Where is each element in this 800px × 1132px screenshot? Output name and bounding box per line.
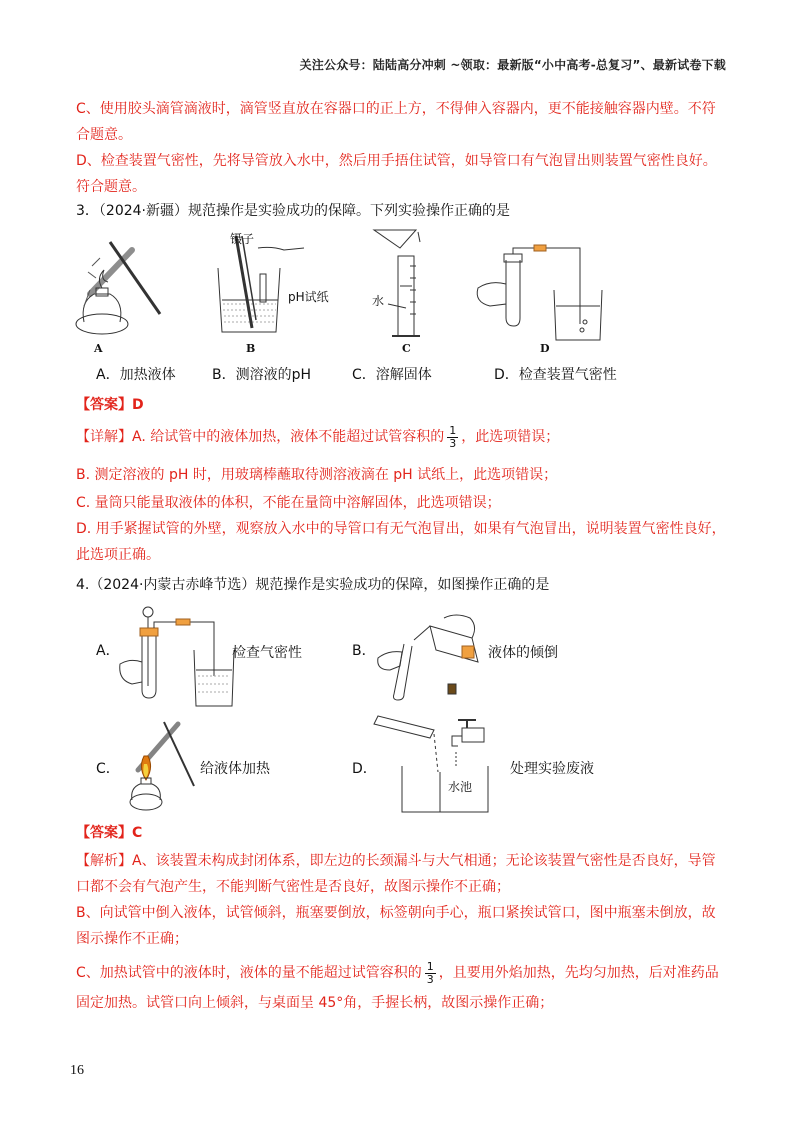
q3-stem: 3．（2024·新疆）规范操作是实验成功的保障。下列实验操作正确的是	[76, 203, 510, 219]
q4-figure-c	[120, 716, 200, 814]
q4-figure-d	[372, 712, 502, 816]
q4-caption-d: 处理实验废液	[510, 761, 594, 777]
q4-analysis-a: 【解析】A、该装置未构成封闭体系，即左边的长颈漏斗与大气相通；无论该装置气密性是否良好，导管口都不会有气泡产生，不能判断气密性是否良好，故图示操作不正确；	[76, 853, 716, 895]
q3-detail-a: 【详解】A. 给试管中的液体加热，液体不能超过试管容积的 $\frac{1}{3}$ ，此选项错误；	[76, 423, 560, 450]
q3-answer: 【答案】D	[76, 397, 144, 413]
q4-option-a-letter: A．	[96, 643, 120, 659]
q3-detail-b: B. 测定溶液的 pH 时，用玻璃棒蘸取待测溶液滴在 pH 试纸上，此选项错误；	[76, 467, 558, 483]
prev-option-d: D、检查装置气密性，先将导管放入水中，然后用手捂住试管，如导管口有气泡冒出则装置气密性良好。符合题意。	[76, 153, 717, 195]
q3-option-b: B．测溶液的pH	[212, 367, 312, 383]
q4-caption-a: 检查气密性	[232, 645, 302, 661]
q4-sink-label: 水池	[448, 780, 473, 794]
fraction-one-third: $\frac{1}{3}$	[449, 423, 457, 450]
page-header: 关注公众号：陆陆高分冲刺 ~领取：最新版“小中高考-总复习”、最新试卷下载	[299, 58, 726, 72]
q3-label-b: B	[246, 342, 256, 355]
q4-option-c-letter: C．	[96, 761, 120, 777]
page-number: 16	[70, 1063, 84, 1078]
q4-caption-b: 液体的倾倒	[488, 645, 558, 661]
q3-figure-a	[70, 232, 180, 342]
q4-figure-b	[374, 608, 490, 702]
q3-figure-c	[370, 226, 450, 344]
fraction-one-third-2: $\frac{1}{3}$	[426, 959, 434, 986]
q4-option-b-letter: B．	[352, 643, 376, 659]
q4-stem: 4.（2024·内蒙古赤峰节选）规范操作是实验成功的保障，如图操作正确的是	[76, 577, 550, 593]
q3-ph-paper-label: pH试纸	[288, 290, 329, 304]
q3-option-a: A．加热液体	[96, 367, 176, 383]
q4-answer: 【答案】C	[76, 825, 143, 841]
q3-detail-c: C. 量筒只能量取液体的体积，不能在量筒中溶解固体，此选项错误；	[76, 495, 501, 511]
q4-figure-a	[118, 606, 234, 710]
q3-option-d: D．检查装置气密性	[494, 367, 617, 383]
q3-option-c: C．溶解固体	[352, 367, 432, 383]
q3-detail-d: D. 用手紧握试管的外壁，观察放入水中的导管口有无气泡冒出，如果有气泡冒出，说明装置气密性良好，此选项正确。	[76, 521, 726, 563]
q3-figure-b	[212, 228, 322, 343]
q3-water-label: 水	[372, 294, 385, 308]
q4-option-d-letter: D．	[352, 761, 377, 777]
q3-label-c: C	[402, 342, 411, 355]
q3-label-a: A	[94, 342, 103, 355]
prev-option-c: C、使用胶头滴管滴液时，滴管竖直放在容器口的正上方，不得伸入容器内，更不能接触容器内壁。不符合题意。	[76, 101, 716, 143]
q3-figure-d	[470, 244, 610, 344]
q3-tweezers-label: 镊子	[230, 232, 255, 246]
q4-caption-c: 给液体加热	[200, 761, 270, 777]
q4-analysis-c: C、加热试管中的液体时，液体的量不能超过试管容积的 $\frac{1}{3}$ ，且要用外焰加热，先均匀加热，后对准药品固定加热。试管口向上倾斜，与桌面呈 45°角，手握长柄，故图示操作正确；	[76, 959, 719, 1011]
q4-analysis-b: B、向试管中倒入液体，试管倾斜，瓶塞要倒放，标签朝向手心，瓶口紧挨试管口，图中瓶塞未倒放，故图示操作不正确；	[76, 905, 716, 947]
q3-label-d: D	[540, 342, 550, 355]
